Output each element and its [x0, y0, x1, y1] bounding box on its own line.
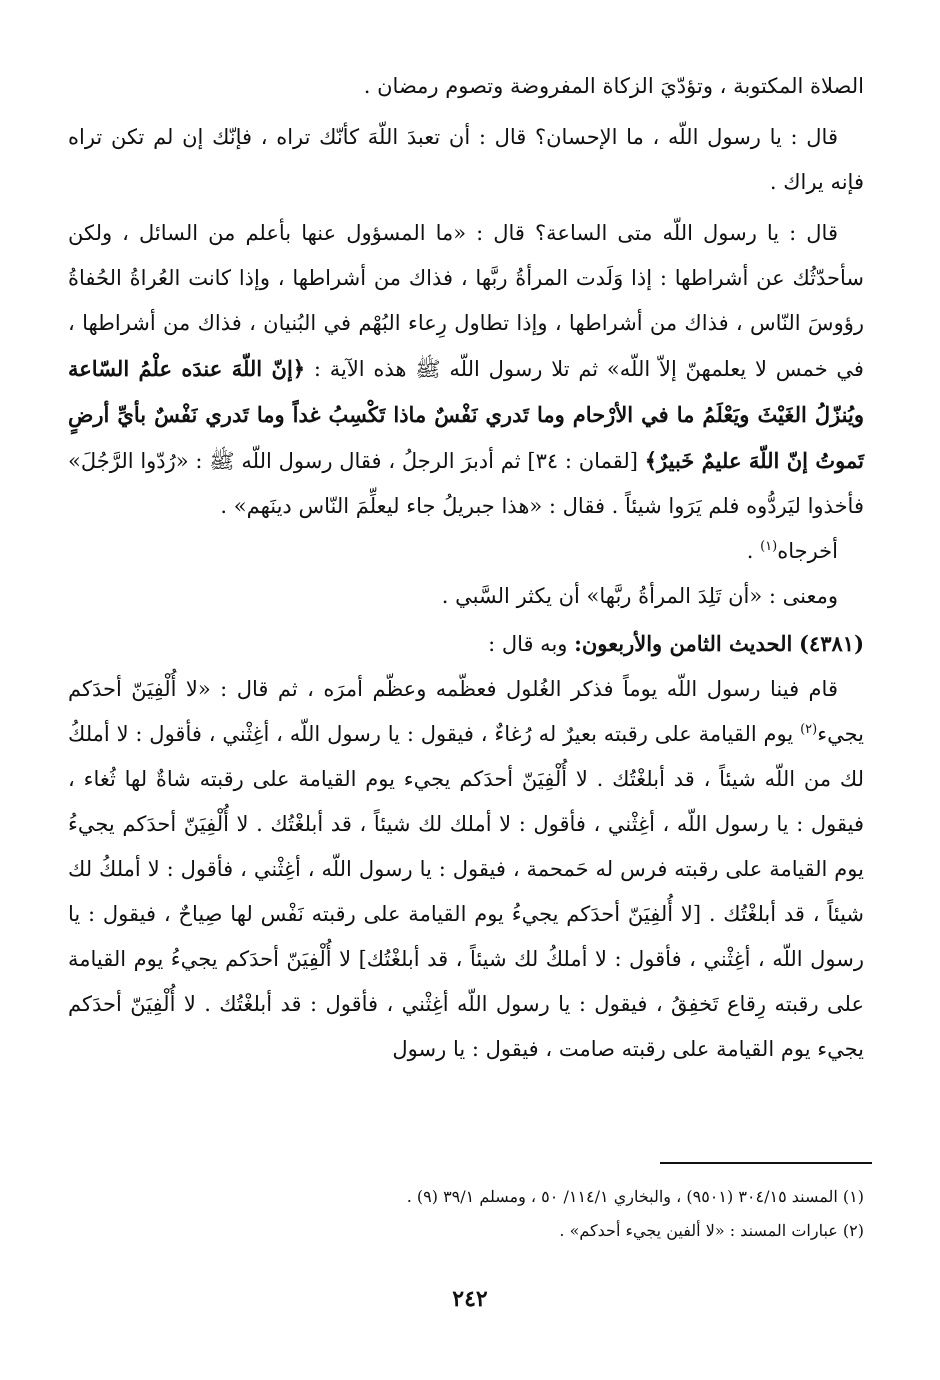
paragraph-sa-a-text: قال : يا رسول اللّه متى الساعة؟ قال : «ما المسؤول عنها بأعلم من السائل ، ولكن سأحدّثُك عن أشراطها : إذا وَلَدت المرأةُ ربَّها ، فذاك من أشراطها ، وإذا كانت العُراةُ الحُفاةُ رؤوسَ النّاس ، فذاك من أشراطها ، وإذا تطاول رِعاء البُهْم في البُنيان ، فذاك من أشراطها ، في خمس لا يعلمهنّ إلاّ اللّه» ثم تلا رسول اللّه ﷺ هذه الآية : [68, 221, 864, 381]
akhrajah-end: . [746, 539, 761, 563]
page-number: ٢٤٢ [452, 1286, 488, 1312]
hadith-heading-rest: وبه قال : [488, 632, 575, 656]
ghulul-rest: يوم القيامة على رقبته بعيرٌ له رُغاءٌ ، فيقول : يا رسول اللّه ، أغِثْني ، فأقول : لا أملكُ لك من اللّه شيئاً ، قد أبلغْتُك . لا أُلْفِيَنّ أحدَكم يجيء يوم القيامة على رقبته شاةٌ لها ثُغاء ، فيقول : يا رسول اللّه ، أغِثْني ، فأقول : لا أملك لك شيئاً ، قد أبلغْتُك . لا أُلْفِيَنّ أحدَكم يجيءُ يوم القيامة على رقبته فرس له حَمحمة ، فيقول : يا رسول اللّه ، أغِثْني ، فأقول : لا أملكُ لك شيئاً ، قد أبلغْتُك . [لا أُلفِيَنّ أحدَكم يجيءُ يوم القيامة على رقبته نَفْس لها صِياحٌ ، فيقول : يا رسول اللّه ، أغِثْني ، فأقول : لا أملكُ لك شيئاً ، قد أبلغْتُك] لا أُلْفِيَنّ أحدَكم يجيءُ يوم القيامة على رقبته رِقاع تَخفِقُ ، فيقول : يا رسول اللّه أغِثْني ، فأقول : قد أبلغْتُك . لا أُلْفِيَنّ أحدَكم يجيء يوم القيامة على رقبته صامت ، فيقول : يا رسول [68, 722, 864, 1061]
footnote-1: (١) المسند ٣٠٤/١٥ (٩٥٠١) ، والبخاري ١١٤/١/ ٥٠ ، ومسلم ٣٩/١ (٩) . [406, 1187, 864, 1206]
paragraph-1: الصلاة المكتوبة ، وتؤدّيَ الزكاة المفروضة وتصوم رمضان . [363, 74, 864, 98]
paragraph-ihsan: قال : يا رسول اللّه ، ما الإحسان؟ قال : أن تعبدَ اللّهَ كأنّك تراه ، فإنّك إن لم تكن تراه فإنه يراك . [68, 125, 864, 194]
footnote-ref-2: (٢) [800, 722, 818, 737]
hadith-heading [68, 621, 864, 667]
footnote-divider [660, 1162, 872, 1164]
ghulul-text: قام فينا رسول اللّه يوماً فذكر الغُلول فعظّمه وعظّم أمرَه ، ثم قال : «لا أُلْفِيَنّ أحدَكم يجيء [68, 677, 864, 746]
hadith-title: الحديث الثامن والأربعون: [574, 631, 793, 656]
page-body [68, 64, 864, 1072]
footnote-ref-1: (١) [760, 539, 778, 554]
footnotes [68, 1180, 864, 1248]
paragraph-ghulul [68, 667, 864, 1072]
paragraph-akhrajah [68, 529, 864, 574]
footnote-2: (٢) عبارات المسند : «لا ألفين يجيء أحدكم» . [559, 1221, 864, 1240]
paragraph-sa-a [68, 211, 864, 529]
quran-verse: ﴿إنّ اللّهَ عندَه علْمُ السّاعة ويُنزّلُ الغَيْثَ ويَعْلَمُ ما في الأرْحام وما تَدري نَفْسٌ ماذا تَكْسِبُ غداً وما تَدري نَفْسٌ بأيِّ أرضٍ تَموتُ إنّ اللّهَ عليمٌ خَبيرٌ﴾ [68, 356, 865, 473]
hadith-number: (٤٣٨١) [799, 631, 864, 656]
paragraph-sa-a-tail: [لقمان : ٣٤] ثم أدبرَ الرجلُ ، فقال رسول اللّه ﷺ : «رُدّوا الرَّجُلَ» فأخذوا ليَردُّوه فلم يَرَوا شيئاً . فقال : «هذا جبريلُ جاء ليعلِّمَ النّاس دينَهم» . [68, 449, 864, 518]
akhrajah-text: أخرجاه [777, 539, 838, 563]
paragraph-meaning: ومعنى : «أن تَلِدَ المرأةُ ربَّها» أن يكثر السَّبي . [441, 584, 838, 608]
